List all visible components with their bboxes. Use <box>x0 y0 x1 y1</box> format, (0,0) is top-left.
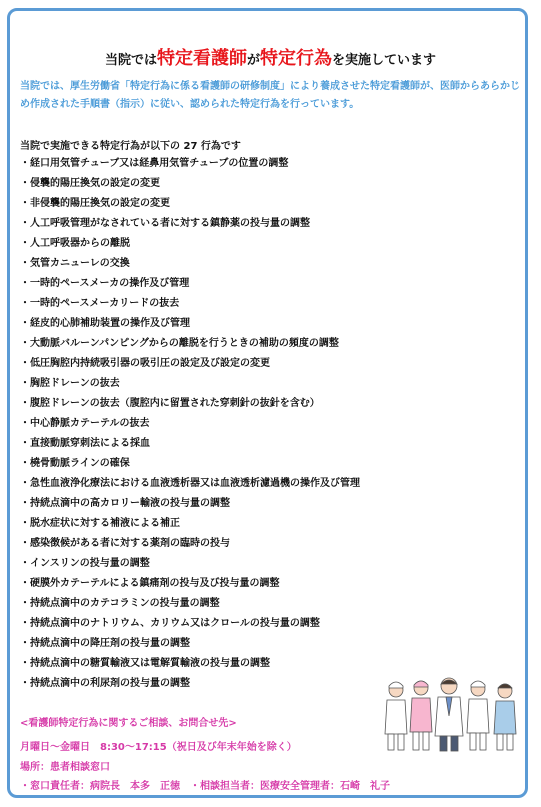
list-item: ・持続点滴中の高カロリー輸液の投与量の調整 <box>20 498 230 509</box>
list-item: ・一時的ペースメーカの操作及び管理 <box>20 278 190 289</box>
list-item: ・インスリンの投与量の調整 <box>20 558 150 569</box>
contact-staff: ・窓口責任者：病院長 本多 正徳 ・相談担当者：医療安全管理者：石崎 礼子 <box>20 781 390 792</box>
title-particle: が <box>246 53 260 68</box>
title-prefix: 当院では <box>104 53 157 68</box>
list-item: ・急性血液浄化療法における血液透析器又は血液透析濾過機の操作及び管理 <box>20 478 360 489</box>
list-item: ・持続点滴中の糖質輸液又は電解質輸液の投与量の調整 <box>20 658 270 669</box>
list-item: ・侵襲的陽圧換気の設定の変更 <box>20 178 160 189</box>
list-item: ・脱水症状に対する補液による補正 <box>20 518 180 529</box>
intro-paragraph: 当院では、厚生労働省「特定行為に係る看護師の研修制度」により養成させた特定看護師が、医師からあらかじめ作成された手順書（指示）に従い、認められた特定行為を行っています。 <box>20 81 520 110</box>
list-item: ・持続点滴中のナトリウム、カリウム又はクロールの投与量の調整 <box>20 618 320 629</box>
list-item: ・持続点滴中の降圧剤の投与量の調整 <box>20 638 190 649</box>
medical-staff-illustration-icon <box>378 676 524 752</box>
list-item: ・感染徴候がある者に対する薬剤の臨時の投与 <box>20 538 230 549</box>
list-item: ・大動脈バルーンパンピングからの離脱を行うときの補助の頻度の調整 <box>20 338 339 349</box>
title-highlight-nurse: 特定看護師 <box>156 48 247 69</box>
list-item: ・直接動脈穿刺法による採血 <box>20 438 150 449</box>
list-item: ・気管カニューレの交換 <box>20 258 130 269</box>
title-suffix: を実施しています <box>332 53 437 68</box>
contact-heading: <看護師特定行為に関するご相談、お問合せ先> <box>20 718 237 729</box>
contact-place: 場所：患者相談窓口 <box>20 762 110 773</box>
list-heading: 当院で実施できる特定行為が以下の 27 行為です <box>20 141 241 152</box>
contact-hours: 月曜日～金曜日 8:30～17:15（祝日及び年末年始を除く） <box>20 742 297 753</box>
list-item: ・一時的ペースメーカリードの抜去 <box>20 298 180 309</box>
list-item: ・橈骨動脈ラインの確保 <box>20 458 130 469</box>
list-item: ・低圧胸腔内持続吸引器の吸引圧の設定及び設定の変更 <box>20 358 270 369</box>
list-item: ・持続点滴中のカテコラミンの投与量の調整 <box>20 598 220 609</box>
list-item: ・非侵襲的陽圧換気の設定の変更 <box>20 198 170 209</box>
list-item: ・硬膜外カテーテルによる鎮痛剤の投与及び投与量の調整 <box>20 578 280 589</box>
page-title <box>0 44 541 70</box>
list-item: ・胸腔ドレーンの抜去 <box>20 378 120 389</box>
list-item: ・経皮的心肺補助装置の操作及び管理 <box>20 318 190 329</box>
list-item: ・中心静脈カテーテルの抜去 <box>20 418 150 429</box>
list-item: ・経口用気管チューブ又は経鼻用気管チューブの位置の調整 <box>20 158 289 169</box>
specified-acts-list <box>20 154 360 694</box>
title-highlight-act: 特定行為 <box>260 48 332 69</box>
list-item: ・人工呼吸管理がなされている者に対する鎮静薬の投与量の調整 <box>20 218 310 229</box>
list-item: ・腹腔ドレーンの抜去（腹腔内に留置された穿刺針の抜針を含む） <box>20 398 320 409</box>
list-item: ・人工呼吸器からの離脱 <box>20 238 130 249</box>
list-item: ・持続点滴中の利尿剤の投与量の調整 <box>20 678 190 689</box>
